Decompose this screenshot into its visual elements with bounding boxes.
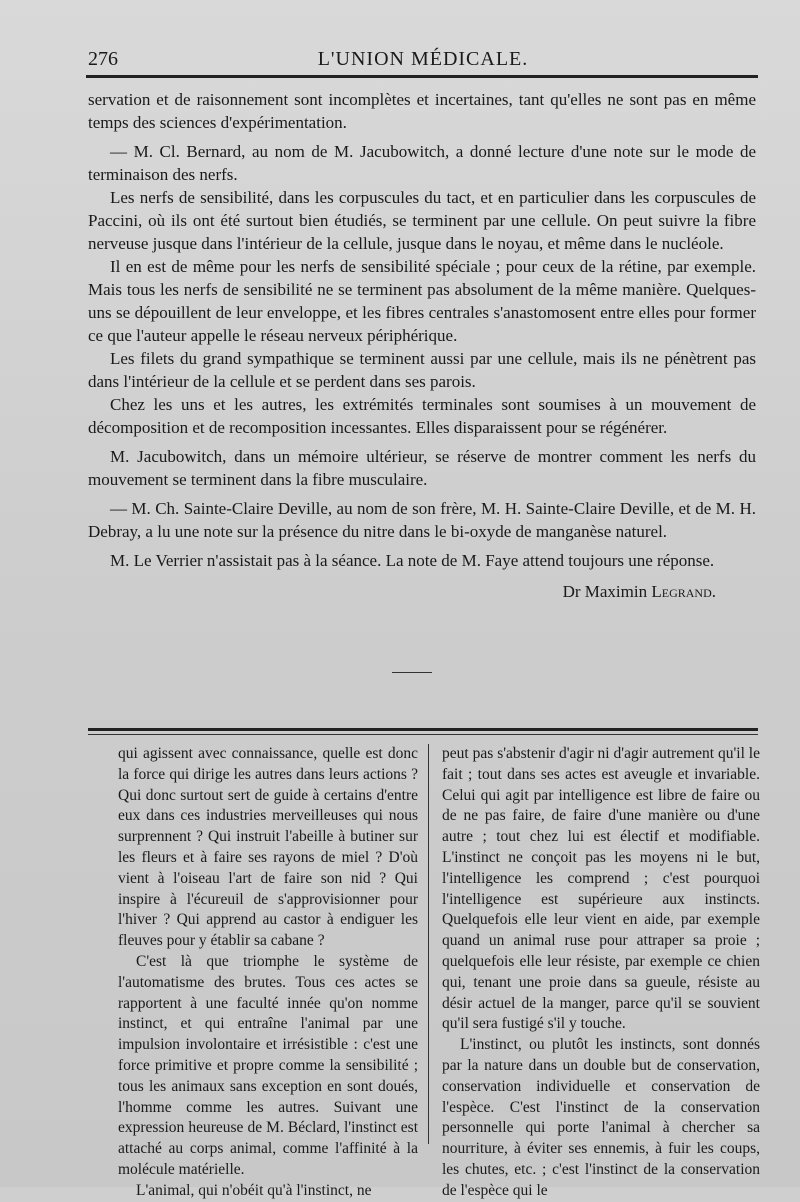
paragraph: C'est là que triomphe le système de l'automatisme des brutes. Tous ces actes se rapportent à une faculté innée qu'on nomme instinct, et qui entraîne l'animal par une impulsion involontaire et irrésistible : c'est une force primitive et propre comme la sensibilité ; tous les animaux sans exception en sont doués, l'homme comme les autres. Suivant une expression heureuse de M. Béclard, l'instinct est attaché au corps animal, comme l'affinité à la molécule matérielle. [118, 952, 418, 1178]
paragraph: servation et de raisonnement sont incomplètes et incertaines, tant qu'elles ne sont pas en même temps des sciences d'expérimentation. [88, 90, 756, 132]
signature-name: Legrand. [651, 582, 716, 601]
paragraph: Il en est de même pour les nerfs de sensibilité spéciale ; pour ceux de la rétine, par exemple. Mais tous les nerfs de sensibilité ne se terminent pas absolument de la même manière. Quelques-uns se dépouillent de leur enveloppe, et les fibres centrales s'anastomosent entre elles pour former ce que l'auteur appelle le réseau nerveux périphérique. [88, 257, 756, 345]
paragraph: — M. Cl. Bernard, au nom de M. Jacubowitch, a donné lecture d'une note sur le mode de terminaison des nerfs. [88, 142, 756, 184]
paragraph: — M. Ch. Sainte-Claire Deville, au nom de son frère, M. H. Sainte-Claire Deville, et de M. H. Debray, a lu une note sur la présence du nitre dans le bi-oxyde de manganèse naturel. [88, 499, 756, 541]
feuilleton-rule-thin [88, 734, 758, 735]
paragraph: Les filets du grand sympathique se terminent aussi par une cellule, mais ils ne pénètrent pas dans l'intérieur de la cellule et se perdent dans ses parois. [88, 349, 756, 391]
upper-article [88, 88, 756, 603]
left-column [118, 744, 418, 1202]
signature [88, 580, 756, 603]
header-rule [86, 75, 758, 78]
paragraph: L'animal, qui n'obéit qu'à l'instinct, ne [136, 1181, 372, 1199]
column-divider [428, 744, 429, 1144]
section-divider [392, 672, 432, 673]
right-column [442, 744, 760, 1202]
paragraph: Les nerfs de sensibilité, dans les corpuscules du tact, et en particulier dans les corpuscules de Paccini, où ils ont été surtout bien étudiés, se terminent par une cellule. On peut suivre la fibre nerveuse jusque dans l'intérieur de la cellule, jusque dans le noyau, et même dans le nucléole. [88, 188, 756, 253]
paragraph: peut pas s'abstenir d'agir ni d'agir autrement qu'il le fait ; tout dans ses actes est aveugle et invariable. Celui qui agit par intelligence est libre de faire ou de ne pas faire, de faire d'une manière ou d'une autre ; tout chez lui est électif et modifiable. L'instinct ne conçoit pas les moyens ni le but, l'intelligence les comprend ; c'est pourquoi l'intelligence est supérieure aux instincts. Quelquefois elle leur vient en aide, par exemple quand un animal ruse pour attraper sa proie ; quelquefois elle leur résiste, par exemple ce chien qui, tenant une proie dans sa gueule, résiste au désir actuel de la manger, parce qu'il se souvient qu'il sera fustigé s'il y touche. [442, 745, 760, 1033]
paragraph: Chez les uns et les autres, les extrémités terminales sont soumises à un mouvement de décomposition et de recomposition incessantes. Elles disparaissent pour se régénérer. [88, 395, 756, 437]
journal-title: L'UNION MÉDICALE. [317, 48, 529, 70]
signature-prefix: Dr Maximin [562, 582, 648, 601]
feuilleton-rule-thick [88, 728, 758, 731]
page-header [88, 44, 758, 72]
paragraph: M. Jacubowitch, dans un mémoire ultérieur, se réserve de montrer comment les nerfs du mouvement se terminent dans la fibre musculaire. [88, 447, 756, 489]
paragraph: qui agissent avec connaissance, quelle est donc la force qui dirige les autres dans leurs actions ? Qui donc surtout sert de guide à certains d'entre eux dans ces industries merveilleuses qui nous surprennent ? Qui instruit l'abeille à butiner sur les fleurs et à faire ses rayons de miel ? D'où vient à l'oiseau l'art de faire son nid ? Qui inspire à l'écureuil de s'approvisionner pour l'hiver ? Qui apprend au castor à endiguer les fleuves pour y établir sa cabane ? [118, 745, 418, 950]
paragraph: L'instinct, ou plutôt les instincts, sont donnés par la nature dans un double but de conservation, conservation individuelle et conservation de l'espèce. C'est l'instinct de la conservation personnelle qui porte l'animal à chercher sa nourriture, à éviter ses ennemis, à fuir les coups, les chutes, etc. ; c'est l'instinct de la conservation de l'espèce qui le [442, 1036, 760, 1199]
paragraph: M. Le Verrier n'assistait pas à la séance. La note de M. Faye attend toujours une réponse. [110, 551, 715, 570]
page-number: 276 [88, 48, 118, 70]
